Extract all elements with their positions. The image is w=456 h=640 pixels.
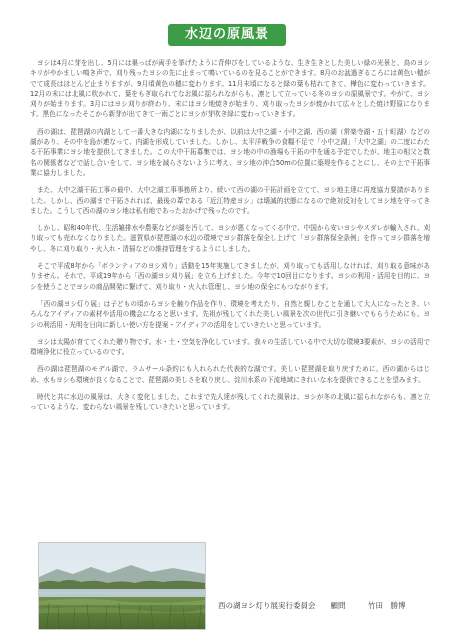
article-body bbox=[30, 58, 430, 420]
paragraph: ヨシは太陽が育ててくれた贈り物です。水・土・空気を浄化しています。我々の生活している中で大切な環境3要素が、ヨシの活用で環境浄化に役立っているのです。 bbox=[30, 337, 430, 357]
paragraph: ヨシは4月に芽を出し、5月には巣っばが両手を挙げたように背伸びをしているような、生き生きとした美しい緑の光景と、鳥のヨシキリがやかましい鳴き声で、刈り残ったヨシの先に止まって鳴いているのを見ることができます。8月のお盆過ぎるころには黄色い穂がでて成長はほとんど止まりますが、9月頃黄色の穂に変わります。11月末頃になると緑の葉も枯れてきて、樺色に変わっていきます。12月の末には北風に吹かれて、葉をもぎ取られてなお風に揺られながらも、凛として立っている冬のヨシの原風景です。やがて、ヨシ刈りが始まります。3月にはヨシ刈りが終わり、末にはヨシ地焼きが始まり、刈り取ったヨシが焼かれて広々とした焼け野原になります。黒色になったそこから新芽が出てきて一雨ごとにヨシが芽吹き緑に変わっていきます。 bbox=[30, 59, 430, 119]
reed-landscape-illustration bbox=[39, 543, 205, 629]
page-title: 水辺の原風景 bbox=[168, 24, 286, 46]
paragraph: 時代と共に水辺の風景は、大きく変化しました。これまで先人達が残してくれた風景は、ヨシが冬の北風に揺られながらも、凛と立っているような、変わらない風景を残していきたいと思っています。 bbox=[30, 393, 430, 412]
paragraph: しかし、昭和40年代、生活雑排水や農薬などが湖を汚して、ヨシが悪くなってくる中で、中国から安いヨシやスダレが輸入され、刈り取っても売れなくなりました。滋賀県が琵琶湖の水辺の環境でヨシ群落を保全し上げて「ヨシ群落保全条例」を作ってヨシ群落を増やし、冬に刈り取り・火入れ・清掃などの維持管理をするようにしました。 bbox=[30, 224, 430, 253]
paragraph: 「西の湖ヨシ灯り展」は子どもの頃からヨシを触り作品を作り、環境を考えたり、自然と親しむことを通して大人になったとき、いろんなアイディアの素材や活用の機会になると思います。先祖が残してくれた美しい風景を次の世代に引き継いでもらうためにも、ヨシの利活用・光明を日向に新しい使い方を提案・アイディアの活用をしていきたいと思っています。 bbox=[30, 299, 430, 329]
paragraph: また、大中之湖干拓工事の最中、大中之湖工事事務所より、続いて西の湖の干拓計画を立てて、ヨシ地主達に再度協力要請がありました。しかし、西の湖まで干拓されれば、最後の葦である「近江特産ヨシ」は壊滅的状態になるので絶対反対をしてヨシ地を守ってきました。こうして西の湖のヨシ地は私有地であったおかげで残ったのです。 bbox=[30, 186, 430, 215]
paragraph: 西の湖は、琵琶湖の内湖として一番大きな内湖になりましたが、以前は大中之湖・小中之湖、西の湖（常楽寺湖・五十町湖）などの湖があり、その中を島が連なって、内湖を形成していました。しかし、太平洋戦争の食糧不足で「小中之湖」「大中之湖」の二度にわたる干拓事業にヨシ地を提供してきました。この大中干拓募集では、ヨシ地の中の漁場も干拓の中を通る予定でしたが、地主の相父と数名の関係者などで話し合いをして、ヨシ地を減らさないように考え、ヨシ地の沖合50mの位置に築堤を作ることにし、その上で干拓事業に協力しました。 bbox=[30, 127, 430, 177]
paragraph: そこで平成8年から「ボランティアのヨシ刈り」活動を15年実施してきましたが、刈り取っても活用しなければ、刈り取る意味がありません。それで、平成19年から「西の湖ヨシ刈り展」を立ち上げました。今年で10回目になります。ヨシの利用・活用を目的に、ヨシを使うことでヨシの商品開発に繋げて、刈り取り・火入れ管理し、ヨシ地の保全にもつながります。 bbox=[30, 262, 430, 291]
reed-landscape-photo bbox=[38, 542, 206, 630]
signature: 西の湖ヨシ灯り展実行委員会 顧問 竹田 勝博 bbox=[218, 601, 406, 610]
paragraph: 西の湖は琵琶湖のモデル湖で、ラムサール条約にも入れられた代表的な湖です。美しい琵琶湖を取り戻すために、西の湖からはじめ、水もヨシも環境が良くなることで、琵琶湖の美しさを取り戻し、淀川水系の下流地域にきれいな水を提供できることを望みます。 bbox=[30, 365, 430, 384]
